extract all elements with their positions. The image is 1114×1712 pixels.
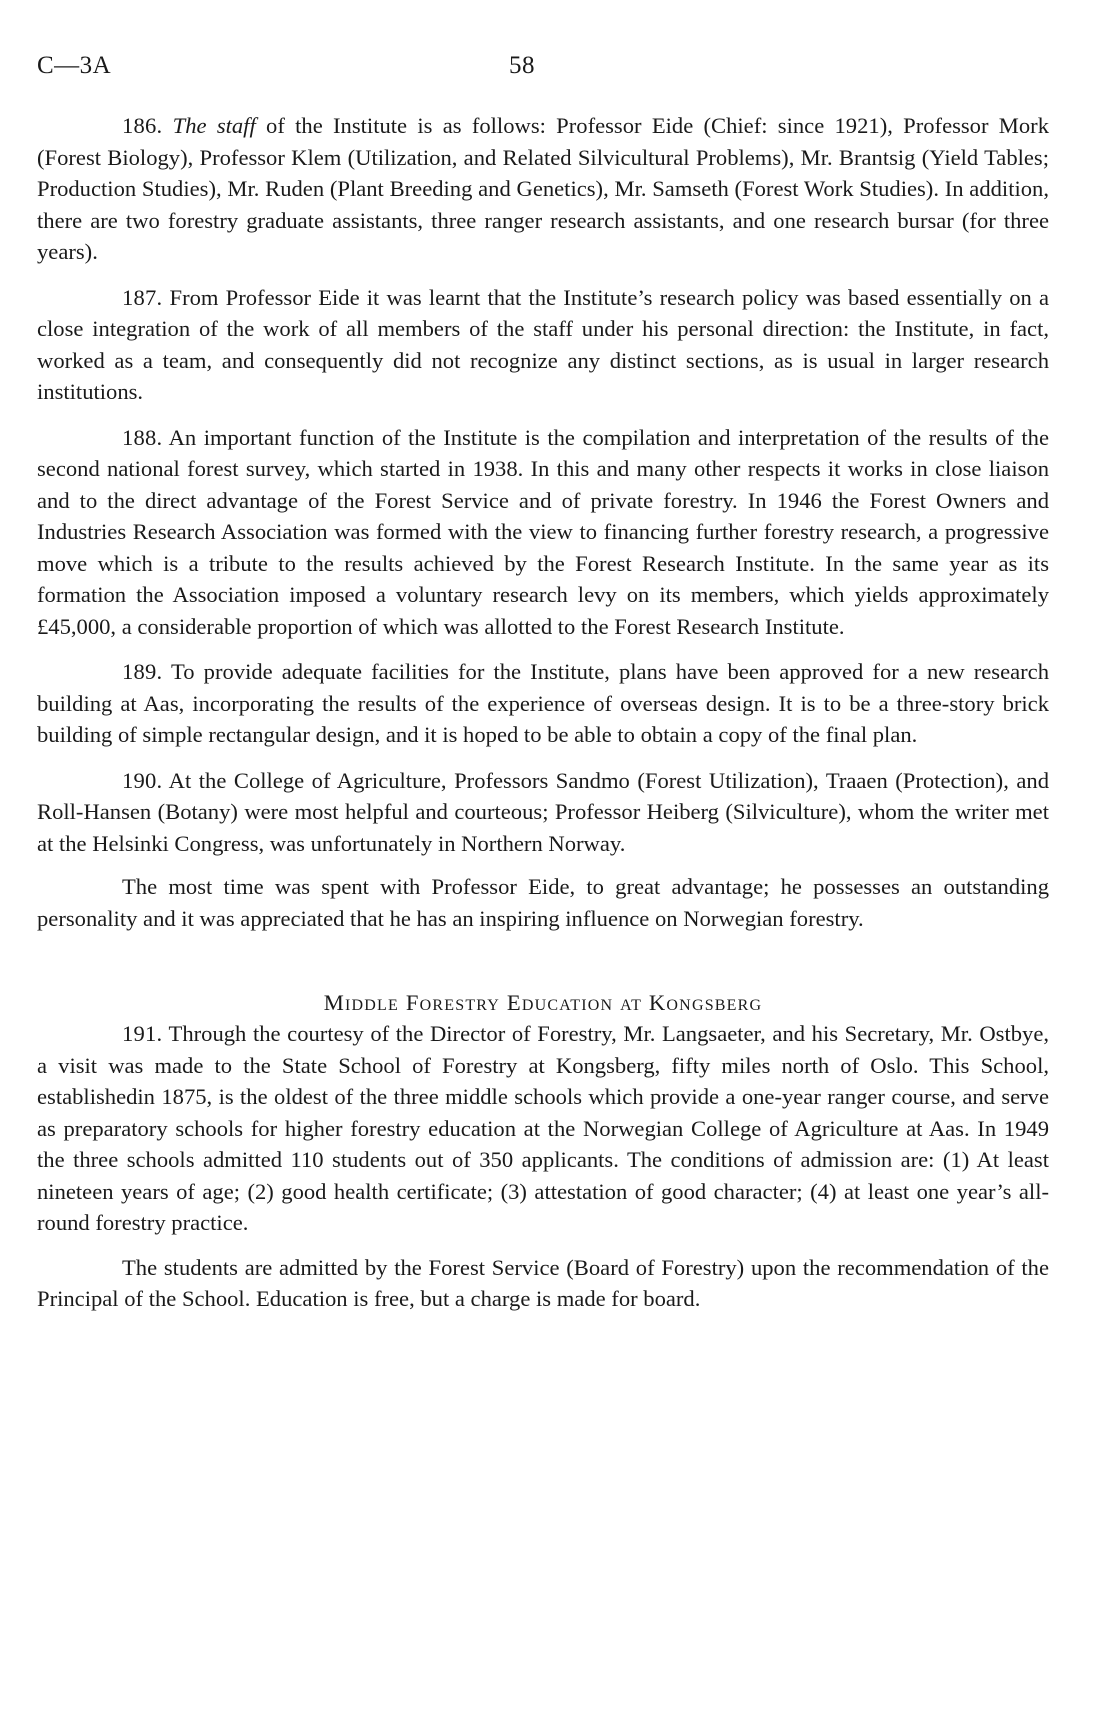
paragraph-187 bbox=[37, 282, 1049, 408]
paragraph-text: From Professor Eide it was learnt that the Institute’s research policy was based essentially on a close integration of the work of all members of the staff under his personal direction: the Institute, in fact, worked as a team, and consequently did not recognize any distinct sections, as is usual in larger research institutions. bbox=[37, 284, 1049, 404]
paragraph-text: At the College of Agriculture, Professors Sandmo (Forest Utilization), Traaen (Protection), and Roll-Hansen (Botany) were most helpful and courteous; Professor Heiberg (Silviculture), whom the writer met at the Helsinki Congress, was unfortunately in Northern Norway. bbox=[37, 767, 1049, 856]
paragraph-191 bbox=[37, 1018, 1049, 1239]
paragraph-190 bbox=[37, 765, 1049, 860]
paragraph-text: Through the courtesy of the Director of Forestry, Mr. Langsaeter, and his Secretary, Mr. Ostbye, a visit was made to the State School of Forestry at Kongsberg, fifty miles north of Oslo. This School, establishedin 1875, is the oldest of the three middle schools which provide a one-year ranger course, and serve as preparatory schools for higher forestry education at the Norwegian College of Agriculture at Aas. In 1949 the three schools admitted 110 students out of 350 applicants. The conditions of admission are: (1) At least nineteen years of age; (2) good health certificate; (3) attestation of good character; (4) at least one year’s all-round forestry practice. bbox=[37, 1021, 1049, 1235]
paragraph-text: An important function of the Institute is the compilation and interpretation of the results of the second national forest survey, which started in 1938. In this and many other respects it works in close liaison and to the direct advantage of the Forest Service and of private forestry. In 1946 the Forest Owners and Industries Research Association was formed with the view to financing further forestry research, a progressive move which is a tribute to the results achieved by the Forest Research Institute. In the same year as its formation the Association imposed a voluntary research levy on its members, which yields approximately £45,000, a considerable proportion of which was allotted to the Forest Research Institute. bbox=[37, 424, 1049, 639]
paragraph-text: of the Institute is as follows: Professor Eide (Chief: since 1921), Professor Mork (Forest Biology), Professor Klem (Utilization, and Related Silvicultural Problems), Mr. Brantsig (Yield Tables; Production Studies), Mr. Ruden (Plant Breeding and Genetics), Mr. Samseth (Forest Work Studies). In addition, there are two forestry graduate assistants, three ranger research assistants, and one research bursar (for three years). bbox=[37, 113, 1049, 264]
paragraph-number: 187. bbox=[122, 284, 163, 310]
paragraph-number: 186. bbox=[122, 113, 163, 138]
section-heading: Middle Forestry Education at Kongsberg bbox=[323, 990, 763, 1015]
paragraph-number: 188. bbox=[122, 424, 163, 450]
paragraph-lead: The staff bbox=[172, 113, 256, 138]
page-header bbox=[37, 52, 1049, 92]
paragraph-189 bbox=[37, 656, 1049, 751]
paragraph-number: 191. bbox=[122, 1021, 163, 1046]
paragraph-188 bbox=[37, 422, 1049, 643]
paragraph-186 bbox=[37, 110, 1049, 268]
page-number: 58 bbox=[509, 52, 535, 79]
paragraph-number: 190. bbox=[122, 767, 163, 793]
document-reference: C—3A bbox=[37, 52, 112, 79]
paragraph-190-continuation bbox=[37, 871, 1049, 934]
paragraph-text: The students are admitted by the Forest Service (Board of Forestry) upon the recommendation of the Principal of the School. Education is free, but a charge is made for board. bbox=[37, 1254, 1049, 1311]
document-page bbox=[37, 52, 1049, 1315]
paragraph-text: To provide adequate facilities for the Institute, plans have been approved for a new research building at Aas, incorporating the results of the experience of overseas design. It is to be a three-story brick building of simple rectangular design, and it is hoped to be able to obtain a copy of the final plan. bbox=[37, 659, 1049, 747]
paragraph-text: The most time was spent with Professor Eide, to great advantage; he possesses an outstanding personality and it was appreciated that he has an inspiring influence on Norwegian forestry. bbox=[37, 874, 1049, 931]
paragraph-191-continuation bbox=[37, 1252, 1049, 1315]
paragraph-number: 189. bbox=[122, 659, 163, 684]
